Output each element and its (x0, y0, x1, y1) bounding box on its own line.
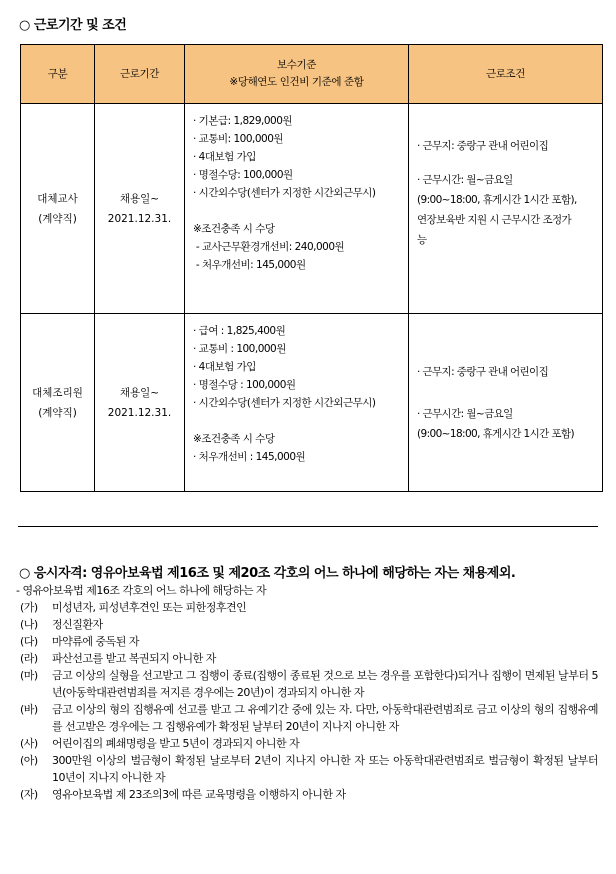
section-title: 근로기간 및 조건 (33, 18, 127, 33)
qualification-list (16, 582, 606, 803)
table-header-row (21, 45, 603, 104)
list-item: (가) 미성년자, 피성년후견인 또는 피한정후견인 (20, 601, 247, 614)
header-period: 근로기간 (95, 45, 185, 104)
list-item: (아) 300만원 이상의 벌금형이 확정된 날로부터 2년이 지나지 아니한 자 또는 아동학대관련범죄로 벌금형이 확정된 날부터 10년이 지나지 아니한 자 (20, 754, 598, 784)
divider-line (18, 526, 598, 527)
header-conditions: 근로조건 (409, 45, 603, 104)
header-type: 구분 (21, 45, 95, 104)
list-item: (바) 금고 이상의 형의 집행유예 선고를 받고 그 유예기간 중에 있는 자. 다만, 아동학대관련범죄로 금고 이상의 형의 집행유예를 선고받은 경우에는 그 집행유예가 확정된 날부터 20년이 지나지 아니한 자 (20, 703, 598, 733)
circle-bullet-icon: ○ (19, 566, 30, 581)
cell-pay: · 급여 : 1,825,400원 · 교통비 : 100,000원 · 4대보험 가입 · 명절수당 : 100,000원 · 시간외수당(센터가 지정한 시간외근무시) ※조건충족 시 수당 · 처우개선비 : 145,000원 (185, 314, 409, 492)
list-item: (사) 어린이집의 폐쇄명령을 받고 5년이 경과되지 아니한 자 (20, 737, 300, 750)
cell-conditions: · 근무지: 중랑구 관내 어린이집 · 근무시간: 월~금요일 (9:00~18:00, 휴게시간 1시간 포함) (409, 314, 603, 492)
list-lead: - 영유아보육법 제16조 각호의 어느 하나에 해당하는 자 (16, 584, 267, 597)
conditions-table (20, 44, 603, 492)
list-item: (라) 파산선고를 받고 복권되지 아니한 자 (20, 652, 216, 665)
circle-bullet-icon: ○ (19, 18, 30, 33)
list-item: (자) 영유아보육법 제 23조의3에 따른 교육명령을 이행하지 아니한 자 (20, 788, 346, 801)
cell-conditions: · 근무지: 중랑구 관내 어린이집 · 근무시간: 월~금요일 (9:00~18:00, 휴게시간 1시간 포함), 연장보육반 지원 시 근무시간 조정가 능 (409, 104, 603, 314)
section-heading-qualification (19, 562, 515, 581)
cell-pay: · 기본급: 1,829,000원 · 교통비: 100,000원 · 4대보험 가입 · 명절수당: 100,000원 · 시간외수당(센터가 지정한 시간외근무시) ※조건충족 시 수당 - 교사근무환경개선비: 240,000원 - 처우개선비: 145,000원 (185, 104, 409, 314)
cell-period: 채용일~ 2021.12.31. (95, 314, 185, 492)
header-pay: 보수기준 ※당해연도 인건비 기준에 준함 (185, 45, 409, 104)
list-item: (마) 금고 이상의 실형을 선고받고 그 집행이 종료(집행이 종료된 것으로 보는 경우를 포함한다)되거나 집행이 면제된 날부터 5년(아동학대관련범죄를 저지른 경우에는 20년)이 경과되지 아니한 자 (20, 669, 598, 699)
cell-type: 대체조리원 (계약직) (21, 314, 95, 492)
list-item: (다) 마약류에 중독된 자 (20, 635, 140, 648)
list-item: (나) 정신질환자 (20, 618, 103, 631)
section-heading-period (19, 14, 126, 33)
cell-type: 대체교사 (계약직) (21, 104, 95, 314)
section-title: 응시자격: 영유아보육법 제16조 및 제20조 각호의 어느 하나에 해당하는 자는 채용제외. (33, 566, 516, 581)
cell-period: 채용일~ 2021.12.31. (95, 104, 185, 314)
table-row (21, 104, 603, 314)
table-row (21, 314, 603, 492)
